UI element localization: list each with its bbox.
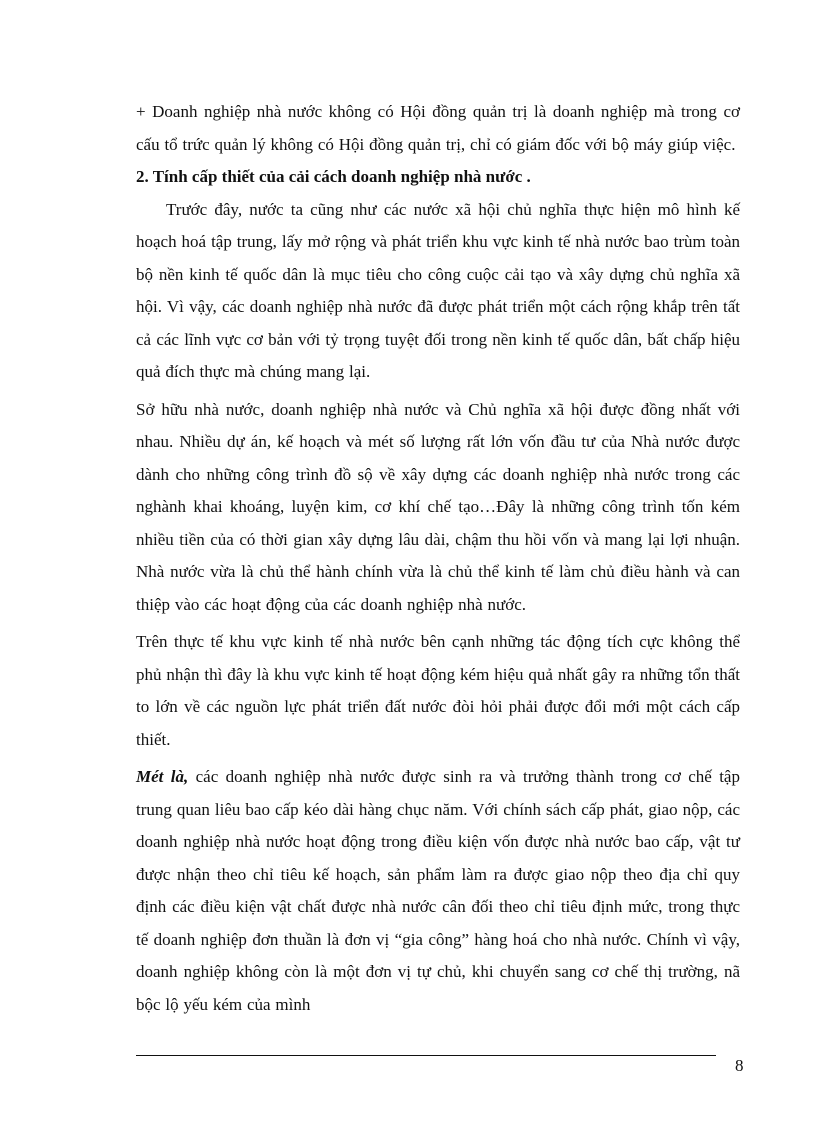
paragraph-state-ownership: Sở hữu nhà nước, doanh nghiệp nhà nước và Chủ nghĩa xã hội được đồng nhất với nhau. Nhiều dự án, kế hoạch và mét số lượng rất lớn vốn đầu tư của Nhà nước được dành cho những công trình đồ sộ về xây dựng các doanh nghiệp nhà nước trong các nghành khai khoáng, luyện kim, cơ khí chế tạo…Đây là những công trình tốn kém nhiều tiền của có thời gian xây dựng lâu dài, chậm thu hồi vốn và mang lại lợi nhuận. Nhà nước vừa là chủ thể hành chính vừa là chủ thể kinh tế làm chủ điều hành và can thiệp vào các hoạt động của các doanh nghiệp nhà nước.	[136, 399, 740, 614]
footer-divider	[136, 1055, 716, 1056]
paragraph-first-reason-lead: Mét là,	[136, 767, 189, 786]
paragraph-first-reason	[136, 761, 740, 1021]
section-heading: 2. Tính cấp thiết của cải cách doanh nghiệp nhà nước .	[136, 167, 531, 186]
paragraph-first-reason-text: các doanh nghiệp nhà nước được sinh ra và trưởng thành trong cơ chế tập trung quan liêu bao cấp kéo dài hàng chục năm. Với chính sách cấp phát, giao nộp, các doanh nghiệp nhà nước hoạt động trong điều kiện vốn được nhà nước bao cấp, vật tư được nhận theo chỉ tiêu kế hoạch, sản phẩm làm ra được giao nộp theo địa chỉ quy định các điều kiện vật chất được nhà nước cân đối theo chỉ tiêu định mức, trong thực tế doanh nghiệp đơn thuần là đơn vị “gia công” hàng hoá cho nhà nước. Chính vì vậy, doanh nghiệp không còn là một đơn vị tự chủ, khi chuyển sang cơ chế thị trường, nã bộc lộ yếu kém của mình	[136, 767, 740, 1014]
paragraph-background: Trước đây, nước ta cũng như các nước xã hội chủ nghĩa thực hiện mô hình kế hoạch hoá tập trung, lấy mở rộng và phát triển khu vực kinh tế nhà nước bao trùm toàn bộ nền kinh tế quốc dân là mục tiêu cho công cuộc cải tạo và xây dựng chủ nghĩa xã hội. Vì vậy, các doanh nghiệp nhà nước đã được phát triển một cách rộng khắp trên tất cả các lĩnh vực cơ bản với tỷ trọng tuyệt đối trong nền kinh tế quốc dân, bất chấp hiệu quả đích thực mà chúng mang lại.	[136, 199, 740, 381]
paragraph-efficiency: Trên thực tế khu vực kinh tế nhà nước bên cạnh những tác động tích cực không thể phủ nhận thì đây là khu vực kinh tế hoạt động kém hiệu quả nhất gây ra những tổn thất to lớn về các nguồn lực phát triển đất nước đòi hỏi phải được đổi mới một cách cấp thiết.	[136, 632, 740, 749]
page-content	[136, 96, 740, 1021]
paragraph-board-definition: + Doanh nghiệp nhà nước không có Hội đồng quản trị là doanh nghiệp mà trong cơ cấu tổ trức quản lý không có Hội đồng quản trị, chỉ có giám đốc với bộ máy giúp việc.	[136, 102, 740, 154]
page-number: 8	[735, 1056, 744, 1075]
